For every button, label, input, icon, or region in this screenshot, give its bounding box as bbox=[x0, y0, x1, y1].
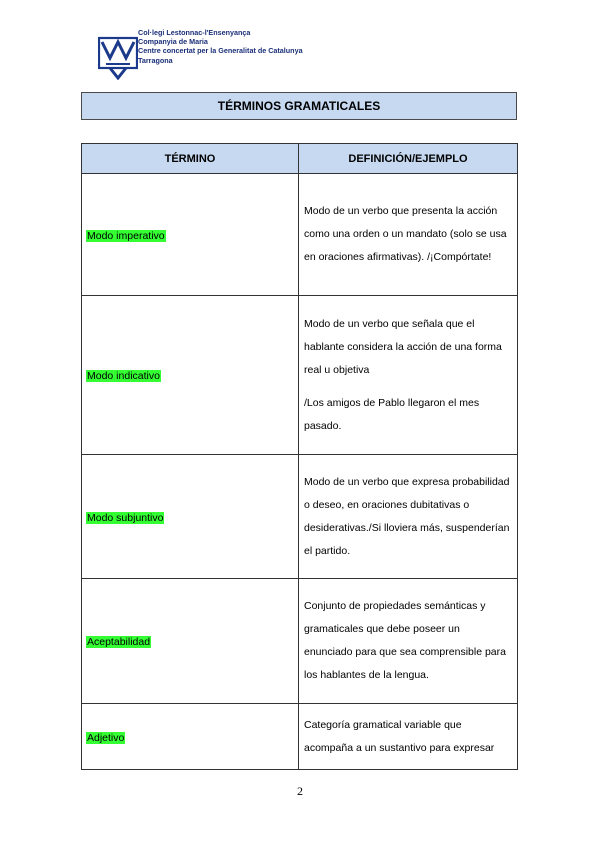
school-line: Companyia de Maria bbox=[138, 37, 208, 47]
table-row bbox=[82, 579, 518, 704]
definition-text: Modo de un verbo que señala que el hablante considera la acción de una forma real u objetiva bbox=[304, 317, 502, 376]
term-label: Modo subjuntivo bbox=[87, 511, 164, 524]
school-line: Tarragona bbox=[138, 55, 173, 65]
definition-text: Modo de un verbo que expresa probabilidad o deseo, en oraciones dubitativas o desiderativas./Si lloviera más, suspenderían el partido. bbox=[304, 475, 510, 557]
school-logo-icon bbox=[98, 36, 138, 80]
definition-text: Modo de un verbo que presenta la acción como una orden o un mandato (solo se usa en oraciones afirmativas). /¡Compórtate! bbox=[304, 205, 507, 263]
definition-text: Categoría gramatical variable que acompaña a un sustantivo para expresar bbox=[304, 718, 495, 754]
term-label: Modo indicativo bbox=[87, 370, 160, 382]
term-label: Adjetivo bbox=[87, 731, 125, 744]
term-cell bbox=[82, 704, 299, 770]
definition-cell bbox=[299, 704, 518, 770]
definition-cell bbox=[299, 455, 518, 579]
term-cell bbox=[82, 174, 299, 296]
definition-text: Conjunto de propiedades semánticas y gramaticales que debe poseer un enunciado para que sea comprensible para los hablantes de la lengua. bbox=[304, 600, 506, 681]
term-cell bbox=[82, 455, 299, 579]
document-title: TÉRMINOS GRAMATICALES bbox=[81, 92, 517, 120]
terms-table bbox=[81, 143, 518, 770]
table-row bbox=[82, 174, 518, 296]
term-label: Aceptabilidad bbox=[87, 636, 151, 648]
table-header-row bbox=[82, 144, 518, 174]
column-header-term: TÉRMINO bbox=[82, 144, 299, 174]
table-row bbox=[82, 455, 518, 579]
table-row bbox=[82, 704, 518, 770]
school-line: Col·legi Lestonnac-l'Ensenyança bbox=[138, 28, 251, 37]
column-header-definition: DEFINICIÓN/EJEMPLO bbox=[299, 144, 518, 174]
document-header bbox=[98, 26, 458, 90]
school-line: Centre concertat per la Generalitat de Catalunya bbox=[138, 46, 303, 56]
definition-cell bbox=[299, 296, 518, 455]
definition-cell bbox=[299, 174, 518, 296]
school-name-block bbox=[138, 28, 303, 65]
table-row bbox=[82, 296, 518, 455]
term-cell bbox=[82, 579, 299, 704]
definition-cell bbox=[299, 579, 518, 704]
term-label: Modo imperativo bbox=[87, 229, 165, 242]
example-text: /Los amigos de Pablo llegaron el mes pasado. bbox=[304, 396, 480, 432]
term-cell bbox=[82, 296, 299, 455]
page-number: 2 bbox=[297, 784, 303, 798]
